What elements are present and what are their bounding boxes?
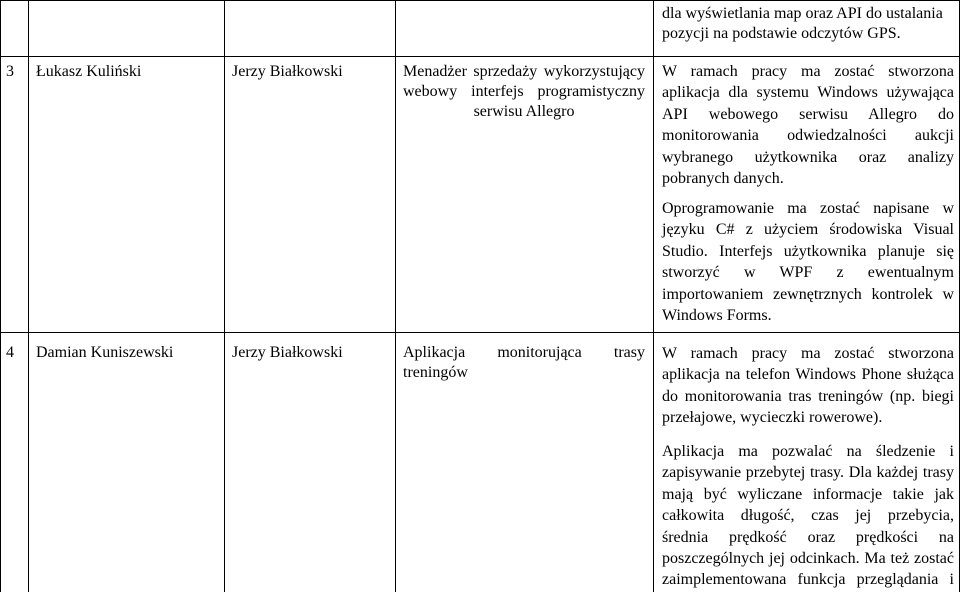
- student-name: Damian Kuniszewski: [36, 344, 174, 361]
- description-line: API webowego serwisu Allegro do: [662, 105, 954, 123]
- description-line: Oprogramowanie ma zostać napisane w: [662, 200, 954, 217]
- row-number: 4: [6, 344, 14, 361]
- description-line: poszczególnych jej odcinkach. Ma też zostać: [662, 549, 954, 567]
- description-paragraph-2: [662, 441, 954, 591]
- description-paragraph-1: [662, 61, 954, 189]
- thesis-title: [403, 62, 645, 122]
- description-line: Windows Forms.: [662, 306, 772, 324]
- description-line: do monitorowania tras treningów (np. biegi: [662, 387, 954, 405]
- description-line: języku C# z użyciem środowiska Visual: [662, 221, 954, 239]
- student-name: Łukasz Kuliński: [36, 63, 142, 80]
- col-divider-3: [395, 0, 396, 592]
- col-divider-2: [224, 0, 225, 592]
- description-line: całkowita długość, czas jej przebycia,: [662, 507, 954, 525]
- col-divider-left: [0, 0, 1, 592]
- row-divider-1: [0, 56, 960, 57]
- col-divider-1: [28, 0, 29, 592]
- description-line: wybranego użytkownika oraz analizy: [662, 148, 954, 166]
- description-line: Aplikacja ma pozwalać na śledzenie i: [662, 443, 954, 460]
- top-description-line: pozycji na podstawie odczytów GPS.: [662, 25, 901, 42]
- thesis-title-line: webowy interfejs programistyczny: [403, 83, 645, 100]
- description-line: przełajowe, wycieczki rowerowe).: [662, 409, 883, 427]
- top-description-line: dla wyświetlania map oraz API do ustalania: [662, 5, 943, 22]
- description-line: aplikacja na telefon Windows Phone służąca: [662, 366, 954, 384]
- description-line: importowaniem zewnętrznych kontrolek w: [662, 285, 954, 303]
- thesis-title-line: Menadżer sprzedaży wykorzystujący: [403, 63, 645, 80]
- description-line: mają być wyliczane informacje takie jak: [662, 485, 954, 503]
- description-line: średnia prędkość oraz prędkości na: [662, 528, 954, 546]
- description-paragraph-1: [662, 343, 954, 429]
- description-line: zapisywanie przebytej trasy. Dla każdej trasy: [662, 464, 954, 482]
- description-line: W ramach pracy ma zostać stworzona: [662, 345, 954, 362]
- supervisor-name: Jerzy Białkowski: [232, 63, 343, 80]
- row-divider-top: [0, 0, 960, 1]
- top-description-cell: [662, 4, 954, 44]
- description-line: stworzyć w WPF z ewentualnym: [662, 264, 954, 282]
- thesis-title-line: treningów: [403, 364, 468, 381]
- supervisor-name: Jerzy Białkowski: [232, 344, 343, 361]
- description-line: Studio. Interfejs użytkownika planuje się: [662, 242, 954, 260]
- row-number: 3: [6, 63, 14, 80]
- description-paragraph-2: [662, 198, 954, 326]
- thesis-title: [403, 343, 645, 383]
- row-divider-2: [0, 332, 960, 333]
- description-line: pobranych danych.: [662, 169, 784, 187]
- description-line: W ramach pracy ma zostać stworzona: [662, 63, 954, 80]
- description-line: zaimplementowana funkcja przeglądania i: [662, 571, 954, 589]
- description-line: aplikacja dla systemu Windows używająca: [662, 84, 954, 102]
- description-line: monitorowania odwiedzalności aukcji: [662, 127, 954, 145]
- col-divider-4: [653, 0, 654, 592]
- thesis-title-line: serwisu Allegro: [473, 103, 575, 120]
- thesis-title-line: Aplikacja monitorująca trasy: [403, 344, 645, 361]
